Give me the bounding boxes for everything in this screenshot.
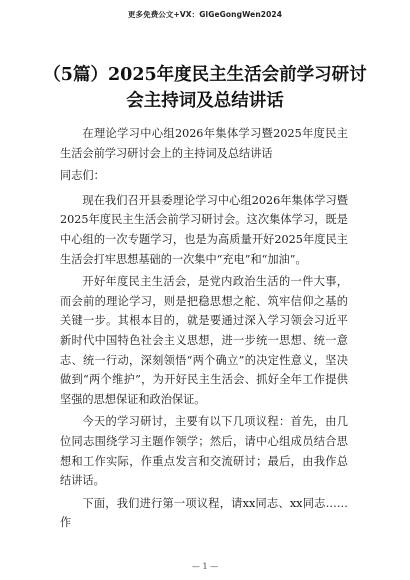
page-number: — 1 — (191, 562, 219, 571)
body-paragraph: 今天的学习研讨，主要有以下几项议程：首先，由几位同志围绕学习主题作领学；然后，请中心组成员结合思想和工作实际，作重点发言和交流研讨；最后，由我作总结讲话。 (60, 415, 348, 488)
salutation: 同志们： (60, 169, 105, 183)
body-paragraph: 下面，我们进行第一项议程，请xx同志、xx同志……作 (60, 496, 348, 530)
body-paragraph: 现在我们召开县委理论学习中心组2026年集体学习暨2025年度民主生活会前学习研讨会。这次集体学习，既是中心组的一次专题学习，也是为高质量开好2025年度民主生活会打牢思想基础的一次集中“充电”和“加油”。 (60, 193, 348, 266)
body-paragraph: 开好年度民主生活会，是党内政治生活的一件大事，而会前的理论学习，则是把稳思想之舵、筑牢信仰之基的关键一步。其根本目的，就是要通过深入学习领会习近平新时代中国特色社会主义思想，进一步统一思想、统一意志、统一行动，深刻领悟“两个确立”的决定性意义，坚决做到“两个维护”，为开好民主生活会、抓好全年工作提供坚强的思想保证和政治保证。 (60, 275, 348, 406)
document-title (40, 62, 370, 114)
subtitle-paragraph: 在理论学习中心组2026年集体学习暨2025年度民主生活会前学习研讨会上的主持词及总结讲话 (60, 127, 348, 160)
title-line-2: 会主持词及总结讲话 (126, 91, 284, 111)
title-line-1: （5篇）2025年度民主生活会前学习研讨 (43, 65, 367, 85)
header-note: 更多免费公文+VX：GlGeGongWen2024 (127, 10, 283, 19)
document-body (60, 124, 348, 536)
